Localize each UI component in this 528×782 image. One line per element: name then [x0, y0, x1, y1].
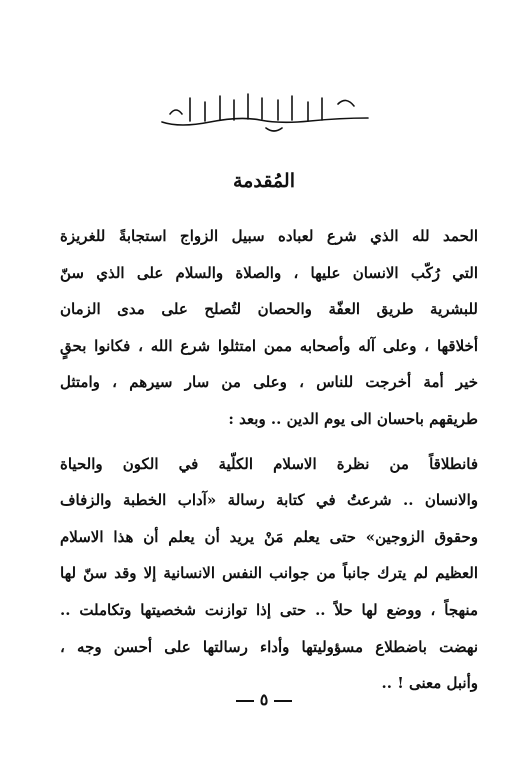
dash-left: [274, 700, 292, 702]
text-line: فانطلاقاً من نظرة الاسلام الكلّية في الكون والحياة: [60, 454, 478, 473]
page-number: [0, 690, 528, 709]
text-line: للبشرية طريق العفّة والحصان لتُصلح على مدى الزمان: [60, 300, 478, 319]
text-line: العظيم لم يترك جانباً من جوانب النفس الانسانية إلا وقد سنّ لها: [60, 564, 478, 583]
text-line: التي رُكّب الانسان عليها ، والصلاة والسلام على الذي سنّ: [60, 263, 478, 282]
paragraph-1: [60, 218, 478, 438]
text-line: أخلاقها ، وعلى آله وأصحابه ممن امتثلوا شرع الله ، فكانوا بحقٍ: [60, 336, 478, 355]
body-text: [60, 218, 478, 702]
section-title: المُقدمة: [232, 170, 295, 192]
text-line: خير أمة أخرجت للناس ، وعلى من سار سيرهم ، وامتثل: [60, 373, 478, 392]
basmala-calligraphy: [150, 88, 380, 138]
text-line: وحقوق الزوجين» حتى يعلم مَنْ يريد أن يعلم أن هذا الاسلام: [60, 527, 478, 546]
text-line: الحمد لله الذي شرع لعباده سبيل الزواج استجابةً للغريزة: [60, 227, 478, 245]
text-line: والانسان .. شرعتُ في كتابة رسالة «آداب الخطبة والزفاف: [60, 491, 478, 510]
text-line: نهضت باضطلاع مسؤوليتها وأداء رسالتها على أحسن وجه ،: [60, 637, 478, 656]
text-line: طريقهم باحسان الى يوم الدين .. وبعد :: [228, 409, 478, 428]
text-line: منهجاً ، ووضع لها حلاً .. حتى إذا توازنت شخصيتها وتكاملت ..: [60, 600, 478, 619]
paragraph-2: [60, 446, 478, 702]
text-line: وأنبل معنى ! ..: [381, 674, 478, 693]
dash-right: [236, 700, 254, 702]
page-number-value: ٥: [259, 690, 269, 709]
basmala-ornament-icon: [150, 88, 380, 138]
